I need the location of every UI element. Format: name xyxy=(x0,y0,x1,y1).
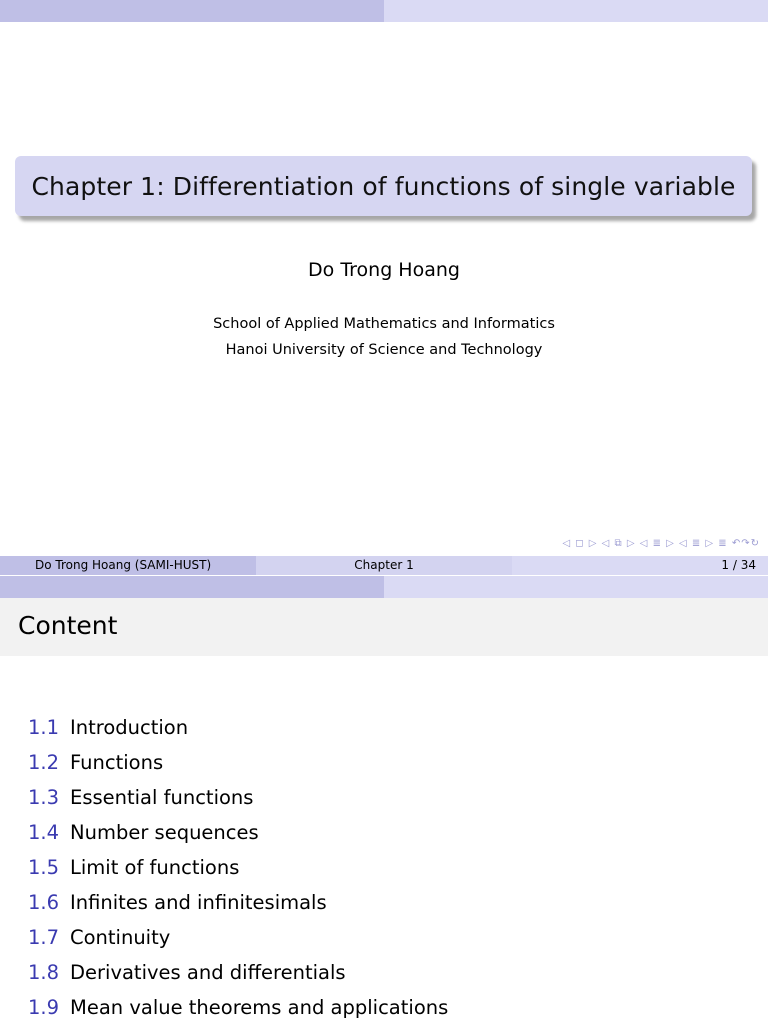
toc-number: 1.2 xyxy=(28,751,60,774)
toc-number: 1.7 xyxy=(28,926,60,949)
toc-number: 1.1 xyxy=(28,716,60,739)
toc-label: Continuity xyxy=(70,926,171,949)
footer-bar xyxy=(0,556,768,575)
toc-number: 1.8 xyxy=(28,961,60,984)
content-slide xyxy=(0,576,768,1024)
navigation-symbols[interactable]: ◁ ◻ ▷ ◁ ⧉ ▷ ◁ ≣ ▷ ◁ ≣ ▷ ≣ ↶↷↻ xyxy=(562,538,760,549)
toc-label: Derivatives and differentials xyxy=(70,961,346,984)
toc-label: Functions xyxy=(70,751,164,774)
institute-line-1: School of Applied Mathematics and Informatics xyxy=(213,316,555,332)
toc-number: 1.3 xyxy=(28,786,60,809)
toc-number: 1.6 xyxy=(28,891,60,914)
author-name: Do Trong Hoang xyxy=(308,259,460,281)
footer-page-number: 1 / 34 xyxy=(721,558,756,572)
top-bar xyxy=(0,0,768,22)
footer-chapter: Chapter 1 xyxy=(256,556,512,575)
toc-number: 1.4 xyxy=(28,821,60,844)
toc-number: 1.9 xyxy=(28,996,60,1019)
footer-author xyxy=(0,556,256,575)
title-box xyxy=(15,156,752,216)
footer-page xyxy=(512,556,768,575)
toc-label: Infinites and infinitesimals xyxy=(70,891,327,914)
toc-label: Introduction xyxy=(70,716,189,739)
top-bar-right xyxy=(384,576,768,598)
toc-label: Mean value theorems and applications xyxy=(70,996,449,1019)
footer-author-text: Do Trong Hoang (SAMI-HUST) xyxy=(35,558,212,572)
institute-line-2: Hanoi University of Science and Technology xyxy=(225,342,543,358)
toc-label: Essential functions xyxy=(70,786,254,809)
top-bar-left xyxy=(0,576,384,598)
toc-number: 1.5 xyxy=(28,856,60,879)
top-bar xyxy=(0,576,768,598)
toc-label: Number sequences xyxy=(70,821,259,844)
top-bar-left xyxy=(0,0,384,22)
toc-label: Limit of functions xyxy=(70,856,240,879)
slide-title: Chapter 1: Differentiation of functions of single variable xyxy=(31,171,736,201)
frame-title: Content xyxy=(18,611,118,640)
top-bar-right xyxy=(384,0,768,22)
frame-header xyxy=(0,598,768,656)
